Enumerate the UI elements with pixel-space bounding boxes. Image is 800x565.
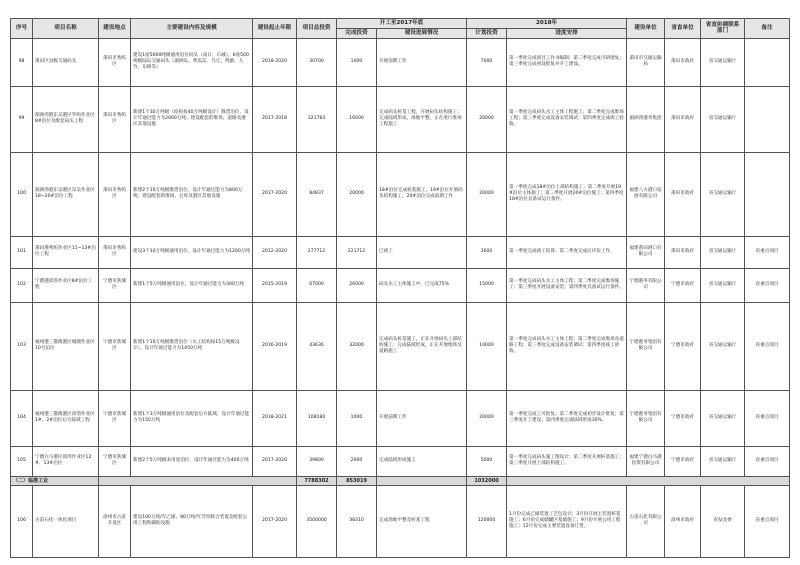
cell-unit: 宁德港务有限公司 bbox=[627, 268, 665, 302]
header-name: 项目名称 bbox=[33, 19, 99, 39]
header-content: 主要建设内容及规模 bbox=[131, 19, 253, 39]
cell-note: 省重点项目 bbox=[745, 268, 790, 302]
cell-planned: 15000 bbox=[467, 268, 507, 302]
cell-prov: 宁德市政府 bbox=[665, 390, 701, 446]
cell-name: 宁德港漳湾作业区8#泊位工程 bbox=[33, 268, 99, 302]
section-blank-3 bbox=[507, 476, 790, 485]
header-progress-plan: 进度安排 bbox=[507, 28, 627, 38]
cell-unit: 古雷石化有限公司 bbox=[627, 485, 665, 557]
project-table-sheet bbox=[10, 18, 789, 558]
table-row bbox=[11, 268, 790, 302]
table-row bbox=[11, 236, 790, 268]
cell-coord: 省交通运输厅 bbox=[701, 302, 745, 390]
cell-total: 84837 bbox=[297, 152, 337, 236]
cell-name: 湄洲湾港东吴港区东吴作业区18~20#泊位工程 bbox=[33, 152, 99, 236]
cell-period: 2017-2020 bbox=[253, 446, 297, 476]
cell-planned: 20000 bbox=[467, 390, 507, 446]
cell-location: 莆田市秀屿区 bbox=[99, 236, 131, 268]
section-completed: 853019 bbox=[337, 476, 377, 485]
cell-period: 2017-2020 bbox=[253, 485, 297, 557]
cell-progress: 开展前期工作 bbox=[377, 38, 467, 86]
cell-plan: 第一季度完成码头施工图设计；第二季度开展桩基施工；第三季度开展上部结构施工。 bbox=[507, 446, 627, 476]
cell-name: 莆田区县级交通码头 bbox=[33, 38, 99, 86]
cell-planned: 7000 bbox=[467, 38, 507, 86]
cell-plan: 第一季度完成项目工作书编制；第二季度完成可研批复；第三季度完成初设批复并开工建设。 bbox=[507, 38, 627, 86]
cell-seq: 103 bbox=[11, 302, 33, 390]
cell-coord: 省交通运输厅 bbox=[701, 38, 745, 86]
cell-content: 新建2个5万吨级多用途泊位，设计年通过能力为400万吨 bbox=[131, 446, 253, 476]
cell-note: 省重点项目 bbox=[745, 236, 790, 268]
table-body bbox=[11, 38, 790, 557]
cell-seq: 98 bbox=[11, 38, 33, 86]
cell-progress: 完成码头桩基施工，正在开展码头上部结构施工；完成陆域形成，正在开展堆场及道路施工 bbox=[377, 302, 467, 390]
cell-name: 福州港三都澳港区漳湾作业区1#、2#泊位后方陆域工程 bbox=[33, 390, 99, 446]
cell-unit: 湄洲湾港务集团 bbox=[627, 86, 665, 152]
cell-location: 莆田市秀屿区 bbox=[99, 38, 131, 86]
cell-period: 2016-2019 bbox=[253, 302, 297, 390]
cell-period: 2017-2020 bbox=[253, 152, 297, 236]
cell-coord: 省发改委 bbox=[701, 485, 745, 557]
cell-name: 宁德白马港区漳湾作业区12#、13#泊位 bbox=[33, 446, 99, 476]
header-coord: 省直协调联系部门 bbox=[701, 19, 745, 39]
cell-content: 新建2个10万吨级散货泊位，设计年通过能力为800万吨；建设配套的堆场、仓库及港区其他设施 bbox=[131, 152, 253, 236]
cell-period: 2018-2020 bbox=[253, 38, 297, 86]
cell-total: 39800 bbox=[297, 446, 337, 476]
cell-completed: 1000 bbox=[337, 390, 377, 446]
cell-unit: 莆田市交通运输局 bbox=[627, 38, 665, 86]
cell-name: 古雷石化一体化项目 bbox=[33, 485, 99, 557]
cell-note bbox=[745, 86, 790, 152]
cell-prov: 宁德市政府 bbox=[665, 302, 701, 390]
cell-total: 43636 bbox=[297, 302, 337, 390]
cell-seq: 105 bbox=[11, 446, 33, 476]
table-row bbox=[11, 152, 790, 236]
cell-location: 宁德市蕉城区 bbox=[99, 268, 131, 302]
cell-unit: 福建莆田港口有限公司 bbox=[627, 236, 665, 268]
cell-completed: 32000 bbox=[337, 302, 377, 390]
cell-planned: 20000 bbox=[467, 86, 507, 152]
cell-progress: 18#泊位完成桩基施工，19#泊位开展码头结构施工，20#泊位完成前期工作 bbox=[377, 152, 467, 236]
cell-coord: 省交通运输厅 bbox=[701, 390, 745, 446]
header-row-1 bbox=[11, 19, 790, 29]
cell-prov: 宁德市政府 bbox=[665, 446, 701, 476]
cell-prov: 莆田市政府 bbox=[665, 38, 701, 86]
cell-total: 108180 bbox=[297, 390, 337, 446]
section-total: 7788302 bbox=[297, 476, 337, 485]
cell-planned: 3600 bbox=[467, 236, 507, 268]
section-blank-2 bbox=[377, 476, 467, 485]
cell-planned: 5000 bbox=[467, 446, 507, 476]
cell-name: 莆田港秀屿作业区11~13#泊位工程 bbox=[33, 236, 99, 268]
header-progress: 建设进展情况 bbox=[377, 28, 467, 38]
header-prov-unit: 省直单位 bbox=[665, 19, 701, 39]
cell-content: 新建1个3万吨级通用泊位及配套后方陆域，设计年通过能力为150万吨 bbox=[131, 390, 253, 446]
cell-progress: 完成码头桩基工程，开展码头结构施工；完成陆域形成、场地平整，正在进行堆场工程施工 bbox=[377, 86, 467, 152]
cell-completed: 20000 bbox=[337, 152, 377, 236]
project-table bbox=[10, 18, 790, 558]
header-location: 建设地点 bbox=[99, 19, 131, 39]
section-planned: 1032000 bbox=[467, 476, 507, 485]
cell-seq: 99 bbox=[11, 86, 33, 152]
cell-content: 新建1个30万吨级（结构按40万吨级设计）散货泊位，设计年通过能力为2000万吨；建设配套的堆场、道路及港区其他设施 bbox=[131, 86, 253, 152]
header-progress-group: 开工至2017年底 bbox=[337, 19, 467, 29]
header-seq: 序号 bbox=[11, 19, 33, 39]
header-period: 建设起止年限 bbox=[253, 19, 297, 39]
cell-seq: 106 bbox=[11, 485, 33, 557]
cell-total: 67000 bbox=[297, 268, 337, 302]
cell-unit: 福建八方港口发展有限公司 bbox=[627, 152, 665, 236]
cell-content: 建设3个10万吨级通用泊位，设计年通过能力为1200万吨 bbox=[131, 236, 253, 268]
header-note: 备注 bbox=[745, 19, 790, 39]
cell-plan: 第一季度完成竣工结算；第二季度完成后评价工作。 bbox=[507, 236, 627, 268]
cell-seq: 100 bbox=[11, 152, 33, 236]
header-completed-inv: 完成投资 bbox=[337, 28, 377, 38]
cell-prov: 漳州市政府 bbox=[665, 485, 701, 557]
cell-content: 新建1个5万吨级通用泊位，设计年通过能力为300万吨 bbox=[131, 268, 253, 302]
cell-location: 宁德市蕉城区 bbox=[99, 302, 131, 390]
section-label: （二）临港工业 bbox=[11, 476, 99, 485]
cell-seq: 101 bbox=[11, 236, 33, 268]
table-row bbox=[11, 485, 790, 557]
header-unit: 建设单位 bbox=[627, 19, 665, 39]
cell-planned: 120000 bbox=[467, 485, 507, 557]
cell-content: 建设1座5000吨级通用泊位码头（南日、石城），6座500吨级陆岛交通码头（湄洲岛、黄瓜岛、乌丘、鸬鹚、大竹、东峤等） bbox=[131, 38, 253, 86]
cell-progress: 已竣工 bbox=[377, 236, 467, 268]
cell-seq: 102 bbox=[11, 268, 33, 302]
cell-note bbox=[745, 38, 790, 86]
table-row bbox=[11, 390, 790, 446]
cell-note: 省重点项目 bbox=[745, 485, 790, 557]
cell-progress: 码头水工主体施工中，已完成75% bbox=[377, 268, 467, 302]
cell-coord: 省交通运输厅 bbox=[701, 268, 745, 302]
cell-plan: 第一季度完成码头水工主体工程；第二季度完成堆场及道路工程；第三季度完成设备安装调试；第四季度竣工验收。 bbox=[507, 302, 627, 390]
cell-total: 30700 bbox=[297, 38, 337, 86]
cell-progress: 完成陆域形成施工 bbox=[377, 446, 467, 476]
cell-unit: 宁德港务集团有限公司 bbox=[627, 302, 665, 390]
cell-plan: 第一季度完成码头水工主体工程施工；第二季度完成堆场工程；第三季度完成设备安装调试；第四季度完成竣工验收。 bbox=[507, 86, 627, 152]
cell-coord: 省交通运输厅 bbox=[701, 86, 745, 152]
cell-period: 2017-2018 bbox=[253, 86, 297, 152]
cell-name: 湄洲湾港东吴港区罗屿作业区8#泊位及配套码头工程 bbox=[33, 86, 99, 152]
cell-coord: 省交通运输厅 bbox=[701, 446, 745, 476]
cell-period: 2012-2020 bbox=[253, 236, 297, 268]
cell-location: 宁德市蕉城区 bbox=[99, 446, 131, 476]
cell-plan: 第一季度完成码头水工主体工程；第二季度完成堆场施工；第三季度开展设备安装；第四季度具备试运行条件。 bbox=[507, 268, 627, 302]
cell-total: 3500000 bbox=[297, 485, 337, 557]
table-row bbox=[11, 302, 790, 390]
cell-progress: 开展前期工作 bbox=[377, 390, 467, 446]
cell-total: 321783 bbox=[297, 86, 337, 152]
table-row bbox=[11, 38, 790, 86]
cell-note: 省重点项目 bbox=[745, 390, 790, 446]
cell-plan: 第一季度完成18#泊位上部结构施工；第二季度开展19#泊位主体施工；第三季度开展20#泊位施工；第四季度18#泊位具备试运行条件。 bbox=[507, 152, 627, 236]
cell-name: 福州港三都澳港区城澳作业区10号泊位 bbox=[33, 302, 99, 390]
cell-completed: 221712 bbox=[337, 236, 377, 268]
cell-coord: 省交通运输厅 bbox=[701, 152, 745, 236]
cell-prov: 莆田市政府 bbox=[665, 236, 701, 268]
cell-note: 省重点项目 bbox=[745, 446, 790, 476]
cell-completed: 38310 bbox=[337, 485, 377, 557]
cell-progress: 完成场地平整及桩基工程 bbox=[377, 485, 467, 557]
cell-coord: 省交通运输厅 bbox=[701, 236, 745, 268]
cell-unit: 宁德港务集团有限公司 bbox=[627, 390, 665, 446]
cell-plan: 1月份完成乙烯装置工艺包设计；3月份开展主装置桩基施工；6月份完成储罐区基础施工；9月份开展公用工程施工；12月份完成主要装置设备订货。 bbox=[507, 485, 627, 557]
cell-content: 建设100万吨/年乙烯、80万吨/年芳烃联合装置及配套公用工程和辅助设施 bbox=[131, 485, 253, 557]
cell-note: 省重点项目 bbox=[745, 302, 790, 390]
header-plan-group: 2018年 bbox=[467, 19, 627, 29]
cell-completed: 1000 bbox=[337, 38, 377, 86]
cell-location: 莆田市秀屿区 bbox=[99, 152, 131, 236]
header-total: 项目总投资 bbox=[297, 19, 337, 39]
cell-planned: 20000 bbox=[467, 152, 507, 236]
cell-location: 宁德市蕉城区 bbox=[99, 390, 131, 446]
section-row bbox=[11, 476, 790, 485]
cell-period: 2018-2021 bbox=[253, 390, 297, 446]
cell-location: 莆田市秀屿区 bbox=[99, 86, 131, 152]
cell-unit: 福建宁德白马港投资有限公司 bbox=[627, 446, 665, 476]
section-blank-1 bbox=[99, 476, 297, 485]
header-planned-inv: 计划投资 bbox=[467, 28, 507, 38]
cell-period: 2015-2019 bbox=[253, 268, 297, 302]
table-row bbox=[11, 86, 790, 152]
cell-total: 277712 bbox=[297, 236, 337, 268]
cell-planned: 10000 bbox=[467, 302, 507, 390]
cell-location: 漳州市古雷开发区 bbox=[99, 485, 131, 557]
cell-prov: 莆田市政府 bbox=[665, 152, 701, 236]
cell-content: 新建1个10万吨级散货泊位（水工结构按15万吨级设计），设计年通过能力为1450万吨 bbox=[131, 302, 253, 390]
cell-completed: 26000 bbox=[337, 268, 377, 302]
cell-completed: 2000 bbox=[337, 446, 377, 476]
cell-note bbox=[745, 152, 790, 236]
cell-prov: 莆田市政府 bbox=[665, 86, 701, 152]
cell-completed: 16000 bbox=[337, 86, 377, 152]
cell-seq: 104 bbox=[11, 390, 33, 446]
cell-prov: 宁德市政府 bbox=[665, 268, 701, 302]
table-row bbox=[11, 446, 790, 476]
cell-plan: 第一季度完成工可批复；第二季度完成初步设计批复；第三季度开工建设；第四季度完成陆域形成30%。 bbox=[507, 390, 627, 446]
